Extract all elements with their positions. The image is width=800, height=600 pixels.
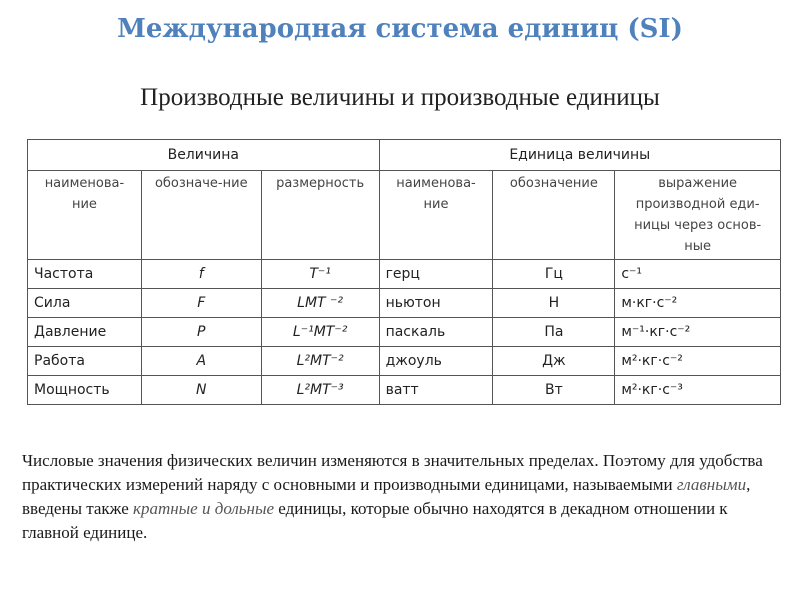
paragraph-emphasis-multiples: кратные и дольные	[133, 499, 275, 518]
group-header-quantity: Величина	[28, 140, 380, 171]
cell-symbol: N	[141, 376, 261, 405]
table-row	[28, 318, 781, 347]
col-header-name: наименова-ние	[28, 171, 142, 260]
paragraph-text: , введены также	[22, 475, 751, 518]
si-units-table	[27, 139, 781, 405]
page-subtitle: Производные величины и производные единицы	[140, 84, 660, 111]
cell-expression: м·кг·с⁻²	[615, 289, 781, 318]
cell-expression: м²·кг·с⁻³	[615, 376, 781, 405]
paragraph-text: единицы, которые обычно находятся в декадном отношении к главной единице.	[22, 499, 728, 542]
cell-unit-name: герц	[379, 260, 493, 289]
table-row	[28, 376, 781, 405]
cell-symbol: A	[141, 347, 261, 376]
cell-unit-symbol: Вт	[493, 376, 615, 405]
cell-unit-name: ватт	[379, 376, 493, 405]
cell-dimension: L²MT⁻³	[261, 376, 379, 405]
paragraph-text: Числовые значения физических величин изменяются в значительных пределах. Поэтому для удобства практических измерений наряду с основными и производными единицами, называемыми	[22, 451, 763, 494]
cell-unit-symbol: Гц	[493, 260, 615, 289]
cell-unit-symbol: Па	[493, 318, 615, 347]
cell-expression: м²·кг·с⁻²	[615, 347, 781, 376]
cell-dimension: L⁻¹MT⁻²	[261, 318, 379, 347]
col-header-unit-symbol: обозначение	[493, 171, 615, 260]
cell-unit-name: джоуль	[379, 347, 493, 376]
table-sub-header-row	[28, 171, 781, 260]
col-header-symbol: обозначе-ние	[141, 171, 261, 260]
group-header-unit: Единица величины	[379, 140, 780, 171]
col-header-unit-name: наименова-ние	[379, 171, 493, 260]
cell-dimension: L²MT⁻²	[261, 347, 379, 376]
col-header-dimension: размерность	[261, 171, 379, 260]
cell-name: Мощность	[28, 376, 142, 405]
page-title: Международная система единиц (SI)	[117, 14, 683, 44]
cell-unit-symbol: Н	[493, 289, 615, 318]
table-group-header-row	[28, 140, 781, 171]
table-row	[28, 260, 781, 289]
cell-symbol: P	[141, 318, 261, 347]
col-header-expression: выражение производной еди-ницы через основ-ные	[615, 171, 781, 260]
cell-name: Сила	[28, 289, 142, 318]
table-row	[28, 289, 781, 318]
cell-symbol: f	[141, 260, 261, 289]
cell-unit-name: ньютон	[379, 289, 493, 318]
cell-expression: м⁻¹·кг·с⁻²	[615, 318, 781, 347]
cell-name: Работа	[28, 347, 142, 376]
cell-name: Частота	[28, 260, 142, 289]
cell-unit-name: паскаль	[379, 318, 493, 347]
body-paragraph	[22, 449, 782, 545]
cell-unit-symbol: Дж	[493, 347, 615, 376]
cell-symbol: F	[141, 289, 261, 318]
cell-dimension: T⁻¹	[261, 260, 379, 289]
table-row	[28, 347, 781, 376]
cell-dimension: LMT ⁻²	[261, 289, 379, 318]
cell-name: Давление	[28, 318, 142, 347]
paragraph-emphasis-main: главными	[676, 475, 747, 494]
cell-expression: с⁻¹	[615, 260, 781, 289]
